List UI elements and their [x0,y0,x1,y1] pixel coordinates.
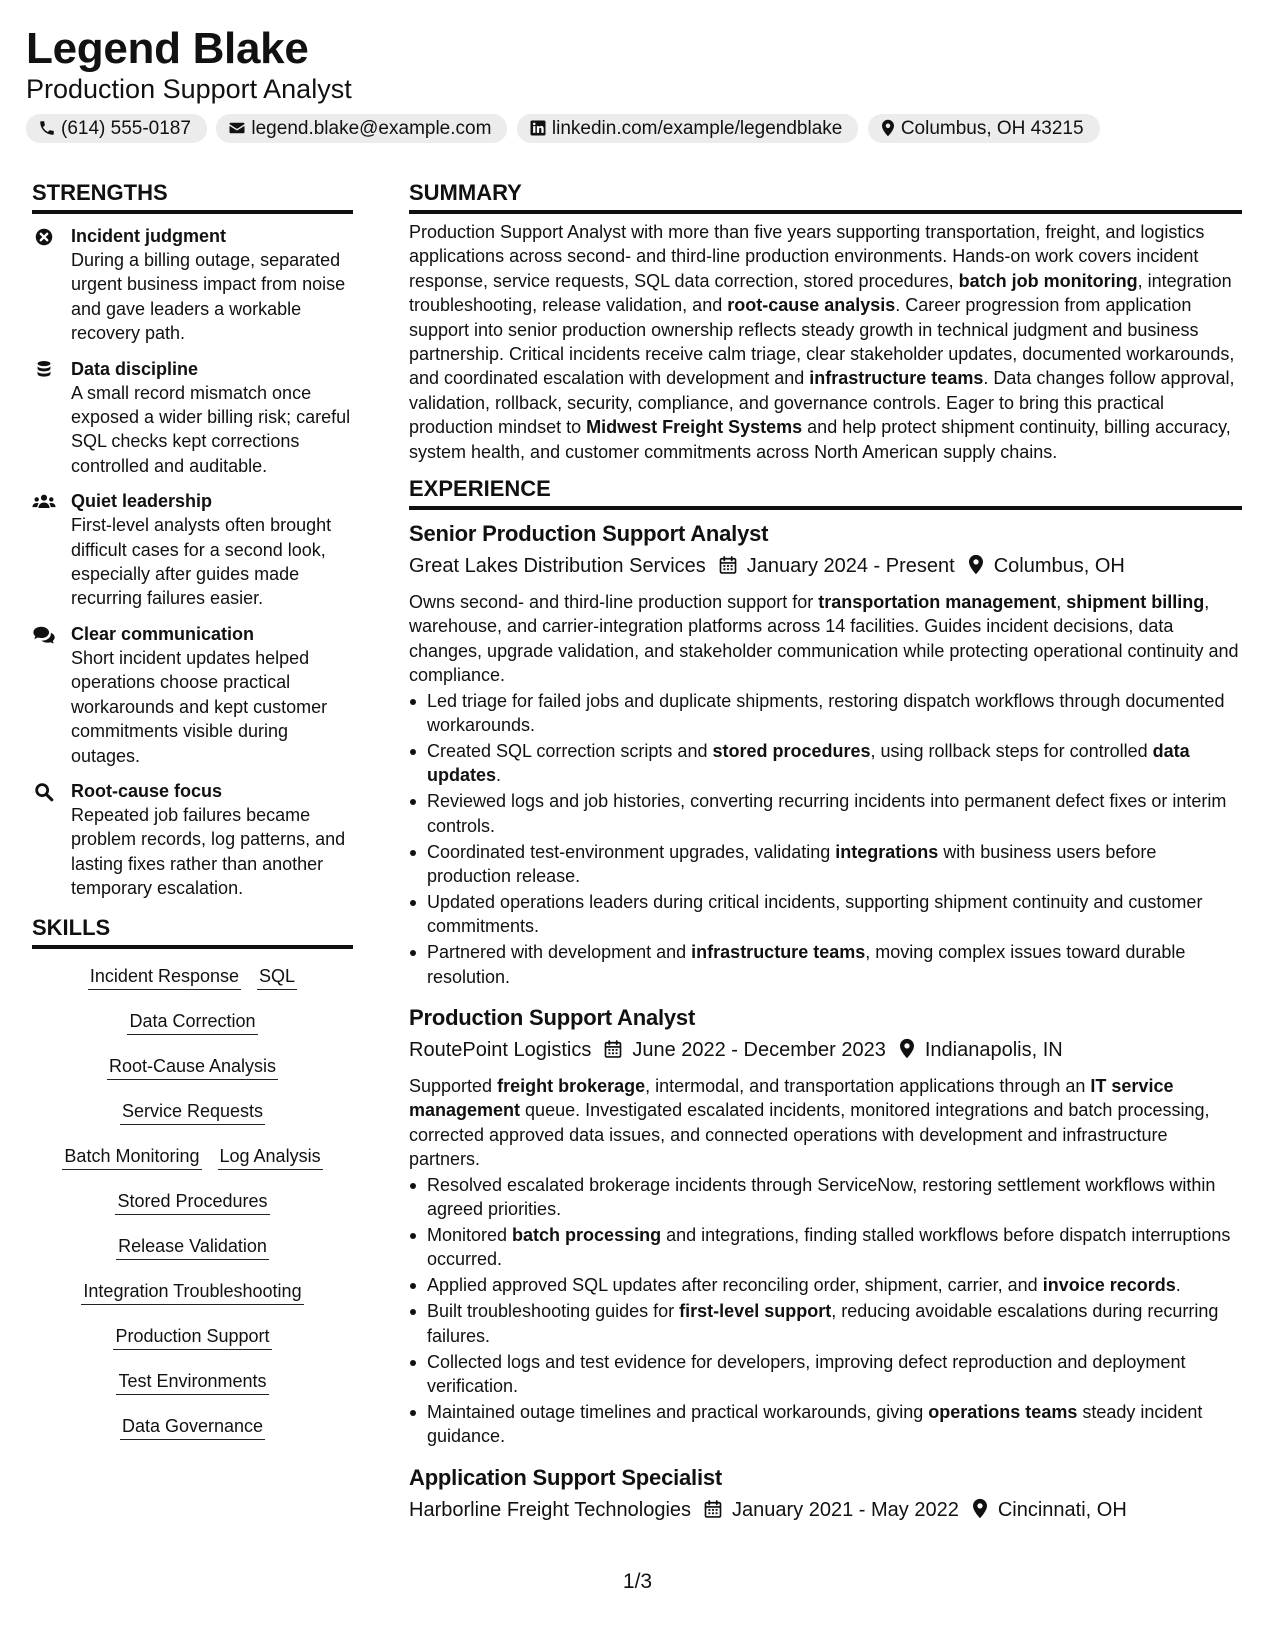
text-run: . Career progression from application support into senior production ownership reflects steady growth in technical judgment and business partnership. Critical incidents receive calm triage, clear stakeholder updates, documented workarounds, and coordinated escalation with development and [409,295,1235,389]
strength-title: Root-cause focus [71,780,223,801]
chat-bubbles-icon [32,624,56,646]
contact-email[interactable] [216,114,507,143]
job-entry [409,1003,1242,1449]
text-run: , moving complex issues toward durable resolution. [427,942,1186,987]
strength-item [32,779,353,901]
strength-item [32,357,353,479]
text-run: Partnered with development and [427,942,692,963]
strength-item [32,622,353,768]
job-dates: June 2022 - December 2023 [632,1039,886,1062]
text-run: with business users before production release. [427,841,1157,887]
contact-linkedin-text: linkedin.com/example/legendblake [551,118,843,139]
bullet-item [409,789,1242,838]
emphasis-text: integrations [835,841,939,862]
text-run: queue. Investigated escalated incidents, monitored integrations and batch processing, corrected approved data issues, and connected operations with development and infrastructure partners. [409,1100,1210,1170]
job-location: Columbus, OH [993,555,1125,578]
company-name: Harborline Freight Technologies [409,1498,692,1521]
linkedin-icon [529,119,547,137]
job-meta [409,1035,1242,1068]
skill-row [32,1323,353,1368]
right-column [409,178,1242,1528]
emphasis-text: stored procedures [712,741,871,761]
contact-phone[interactable] [26,114,207,143]
skill-tag: Test Environments [116,1368,268,1395]
job-meta [409,551,1242,584]
candidate-title: Production Support Analyst [26,74,352,104]
text-run: Reviewed logs and job histories, converting recurring incidents into permanent defect fixes or interim controls. [427,791,1227,836]
emphasis-text: batch processing [512,1225,662,1245]
skill-row [32,1098,353,1143]
job-title: Application Support Specialist [409,1464,723,1490]
job-title: Production Support Analyst [409,1005,696,1031]
job-entry [409,1463,1242,1528]
skill-tag: Release Validation [116,1233,269,1260]
calendar-icon [603,1038,623,1068]
text-run: Applied approved SQL updates after reconciling order, shipment, carrier, and [427,1275,1043,1296]
emphasis-text: invoice records [1042,1275,1176,1296]
x-circle-icon [32,226,56,248]
skill-tag: Log Analysis [218,1143,323,1170]
text-run: Owns second- and third-line production support for [409,592,819,613]
job-dates: January 2021 - May 2022 [732,1498,959,1521]
job-bullets [409,1173,1242,1449]
job-description [409,590,1242,688]
skill-row [32,1008,353,1053]
job-bullets [409,689,1242,989]
bullet-item [409,1223,1242,1272]
company-name: Great Lakes Distribution Services [409,555,706,578]
location-pin-icon [880,119,896,137]
skill-tag: Batch Monitoring [62,1143,201,1170]
emphasis-text: shipment billing [1066,592,1205,613]
contact-location [868,114,1100,143]
emphasis-text: infrastructure teams [691,942,866,963]
strengths-list [32,224,353,901]
skill-tag: Stored Procedures [115,1188,269,1215]
skill-tag: Production Support [113,1323,271,1350]
bullet-item [409,840,1242,889]
text-run: , reducing avoidable escalations during recurring failures. [427,1301,1219,1346]
job-dates: January 2024 - Present [746,555,955,578]
emphasis-text: Midwest Freight Systems [586,417,803,438]
job-title: Senior Production Support Analyst [409,521,769,547]
bullet-item [409,1350,1242,1399]
bullet-item [409,1173,1242,1222]
text-run: Coordinated test-environment upgrades, validating [427,841,836,862]
skill-tag: Root-Cause Analysis [107,1053,278,1080]
bullet-item [409,1299,1242,1348]
strength-title: Clear communication [71,623,255,644]
text-run: , integration troubleshooting, release validation, and [409,270,1232,316]
text-run: Production Support Analyst with more than five years supporting transportation, freight, and logistics applications across second- and third-line production environments. Hands-on work covers incident response, service requests, SQL data correction, stored procedures, [409,222,1205,291]
text-run: , using rollback steps for controlled [870,741,1153,761]
skill-row [32,1278,353,1323]
candidate-name: Legend Blake [26,24,309,73]
text-run: Built troubleshooting guides for [427,1301,680,1322]
text-run: . Data changes follow approval, validation, rollback, security, compliance, and governance controls. Eager to bring this practical production mindset to [409,368,1235,438]
text-run: Created SQL correction scripts and [427,741,713,761]
strength-text: First-level analysts often brought difficult cases for a second look, especially after guides made recurring failures easier. [71,515,332,609]
contact-linkedin[interactable] [517,114,858,143]
emphasis-text: root-cause analysis [727,295,896,316]
strength-title: Quiet leadership [71,491,213,512]
strength-text: A small record mismatch once exposed a wider billing risk; careful SQL checks kept corrections controlled and auditable. [71,382,351,476]
contact-bar [26,114,1256,144]
contact-email-text: legend.blake@example.com [251,118,492,139]
text-run: and help protect shipment continuity, billing accuracy, system health, and customer commitments across North American supply chains. [409,417,1231,462]
job-location: Cincinnati, OH [997,1498,1127,1521]
contact-phone-text: (614) 555-0187 [61,118,191,139]
bullet-item [409,739,1242,788]
text-run: Collected logs and test evidence for developers, improving defect reproduction and deployment verification. [427,1351,1186,1396]
emphasis-text: infrastructure teams [809,368,984,389]
skill-row [32,1368,353,1413]
text-run: Led triage for failed jobs and duplicate shipments, restoring dispatch workflows through documented workarounds. [427,690,1225,736]
experience-list [409,519,1242,1528]
text-run: Supported [409,1076,498,1097]
skill-row [32,1233,353,1278]
contact-location-text: Columbus, OH 43215 [900,118,1084,139]
strength-title: Data discipline [71,358,199,379]
emphasis-text: data updates [427,741,1190,786]
job-description [409,1074,1242,1172]
calendar-icon [718,554,738,584]
text-run: . [496,765,502,786]
summary-text [409,220,1242,464]
skills-heading: SKILLS [32,913,353,949]
text-run: , warehouse, and carrier-integration platforms across 14 facilities. Guides incident decisions, data changes, upgrade validation, and stakeholder communication while protecting operational continuity and compliance. [409,592,1239,686]
strengths-heading: STRENGTHS [32,178,353,214]
text-run: , [1056,592,1067,613]
resume-header [26,24,1256,144]
bullet-item [409,1400,1242,1449]
summary-heading: SUMMARY [409,178,1242,214]
emphasis-text: operations teams [928,1401,1078,1422]
text-run: and integrations, finding stalled workflows before dispatch interruptions occurred. [427,1225,1231,1270]
calendar-icon [703,1498,723,1528]
emphasis-text: batch job monitoring [958,270,1138,291]
bullet-item [409,890,1242,939]
phone-icon [38,119,56,137]
skill-row [32,1413,353,1458]
emphasis-text: transportation management [818,592,1057,613]
strength-item [32,489,353,611]
magnifier-icon [32,781,56,803]
text-run: Monitored [427,1225,513,1245]
location-pin-icon [898,1038,916,1068]
location-pin-icon [971,1498,989,1528]
text-run: Maintained outage timelines and practical workarounds, giving [427,1401,929,1422]
experience-heading: EXPERIENCE [409,474,1242,510]
text-run: . [1175,1275,1181,1296]
skill-tag: Incident Response [88,963,241,990]
skill-row [32,1053,353,1098]
database-icon [32,359,56,381]
strength-text: Short incident updates helped operations choose practical workarounds and kept customer commitments visible during outages. [71,647,328,766]
skills-list [32,963,353,1458]
strength-text: During a billing outage, separated urgent business impact from noise and gave leaders a workable recovery path. [71,250,346,344]
company-name: RoutePoint Logistics [409,1039,592,1062]
left-column [32,178,353,1458]
job-meta [409,1495,1242,1528]
job-location: Indianapolis, IN [924,1039,1063,1062]
bullet-item [409,1273,1242,1297]
strength-title: Incident judgment [71,226,226,246]
page-number: 1/3 [622,1570,653,1593]
job-entry [409,519,1242,989]
skill-row [32,1143,353,1188]
location-pin-icon [967,554,985,584]
emphasis-text: first-level support [679,1301,832,1322]
strength-item [32,224,353,346]
bullet-item [409,689,1242,738]
emphasis-text: IT service management [409,1076,1174,1121]
users-icon [32,491,56,513]
envelope-icon [228,119,246,137]
skill-tag: Service Requests [120,1098,265,1125]
skill-tag: Integration Troubleshooting [81,1278,303,1305]
skill-tag: SQL [257,963,297,990]
text-run: Resolved escalated brokerage incidents through ServiceNow, restoring settlement workflows within agreed priorities. [427,1174,1216,1220]
skill-tag: Data Correction [127,1008,257,1035]
strength-text: Repeated job failures became problem records, log patterns, and lasting fixes rather than another temporary escalation. [71,804,346,899]
text-run: Updated operations leaders during critical incidents, supporting shipment continuity and customer commitments. [427,891,1203,937]
text-run: , intermodal, and transportation applications through an [645,1076,1091,1097]
emphasis-text: freight brokerage [497,1076,646,1097]
skill-row [32,963,353,1008]
skill-tag: Data Governance [120,1413,265,1440]
text-run: steady incident guidance. [427,1401,1203,1447]
skill-row [32,1188,353,1233]
bullet-item [409,940,1242,989]
